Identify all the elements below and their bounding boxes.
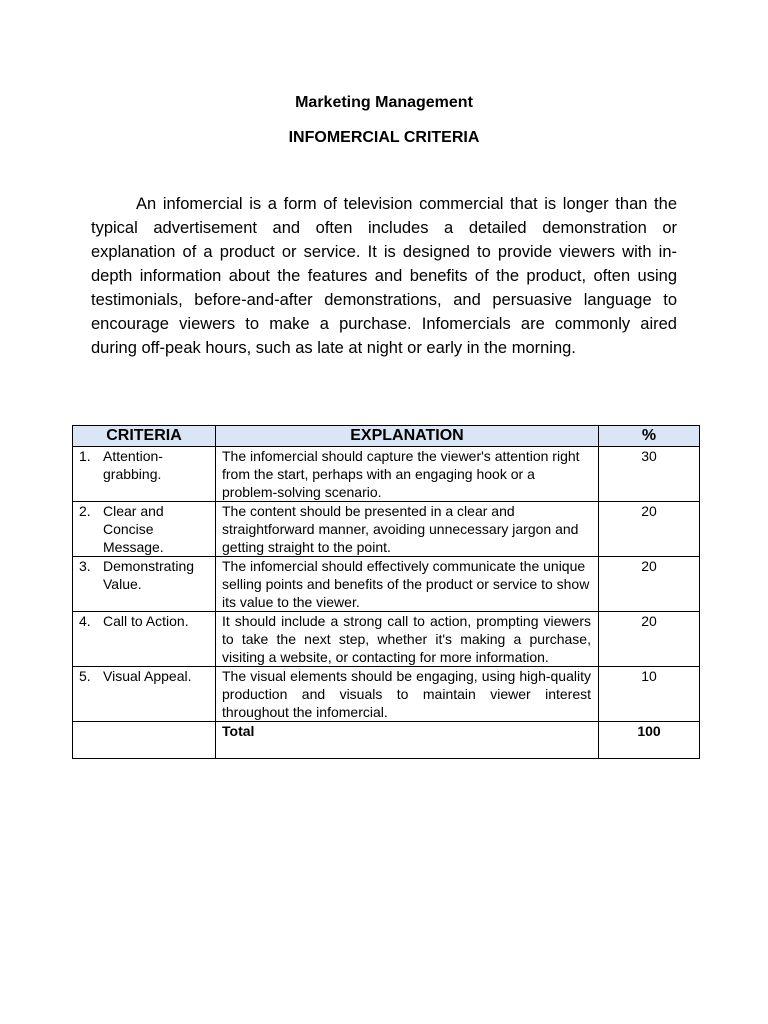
explanation-text: The visual elements should be engaging, using high-quality production and visuals to maintain viewer interest throughout the infomercial. <box>222 668 591 720</box>
explanation-text: The content should be presented in a clear and straightforward manner, avoiding unnecessary jargon and getting straight to the point. <box>222 503 579 555</box>
criteria-label: Visual Appeal. <box>103 668 192 684</box>
course-title: Marketing Management <box>295 94 473 111</box>
percent-cell: 20 <box>599 502 700 557</box>
total-label-cell <box>216 722 599 759</box>
explanation-text: It should include a strong call to action, prompting viewers to take the next step, whether it's making a purchase, visiting a website, or contacting for more information. <box>222 613 591 665</box>
document-heading: INFOMERCIAL CRITERIA <box>288 129 480 146</box>
explanation-cell <box>216 502 599 557</box>
table-row <box>73 557 700 612</box>
header-explanation: EXPLANATION <box>216 426 599 447</box>
percent-cell: 30 <box>599 447 700 502</box>
criteria-number: 5. <box>79 668 91 684</box>
criteria-label: Attention-grabbing. <box>103 448 163 482</box>
table-row <box>73 447 700 502</box>
criteria-cell <box>73 612 216 667</box>
explanation-cell <box>216 667 599 722</box>
table-row <box>73 502 700 557</box>
table-header-row <box>73 426 700 447</box>
intro-paragraph: An infomercial is a form of television commercial that is longer than the typical advertisement and often includes a detailed demonstration or explanation of a product or service. It is designed to provide viewers with in-depth information about the features and benefits of the product, often using testimonials, before-and-after demonstrations, and persuasive language to encourage viewers to make a purchase. Infomercials are commonly aired during off-peak hours, such as late at night or early in the morning. <box>91 195 677 357</box>
criteria-number: 1. <box>79 448 91 464</box>
percent-cell: 20 <box>599 612 700 667</box>
explanation-cell <box>216 612 599 667</box>
criteria-label: Call to Action. <box>103 613 189 629</box>
total-row <box>73 722 700 759</box>
criteria-number: 2. <box>79 503 91 519</box>
percent-cell: 20 <box>599 557 700 612</box>
table-row <box>73 667 700 722</box>
criteria-label: Demonstrating Value. <box>103 558 195 592</box>
criteria-number: 3. <box>79 558 91 574</box>
explanation-text: The infomercial should capture the viewer's attention right from the start, perhaps with an engaging hook or a problem-solving scenario. <box>222 448 580 500</box>
criteria-cell <box>73 502 216 557</box>
total-label: Total <box>222 723 255 739</box>
criteria-number: 4. <box>79 613 91 629</box>
criteria-cell <box>73 447 216 502</box>
criteria-label: Clear and Concise Message. <box>103 503 164 555</box>
explanation-cell <box>216 447 599 502</box>
explanation-cell <box>216 557 599 612</box>
criteria-cell <box>73 557 216 612</box>
total-empty-cell <box>73 722 216 759</box>
explanation-text: The infomercial should effectively communicate the unique selling points and benefits of the product or service to show its value to the viewer. <box>222 558 590 610</box>
percent-cell: 10 <box>599 667 700 722</box>
header-criteria: CRITERIA <box>73 426 216 447</box>
criteria-table <box>72 425 700 759</box>
total-percent: 100 <box>599 722 700 759</box>
header-percent: % <box>599 426 700 447</box>
table-row <box>73 612 700 667</box>
criteria-cell <box>73 667 216 722</box>
